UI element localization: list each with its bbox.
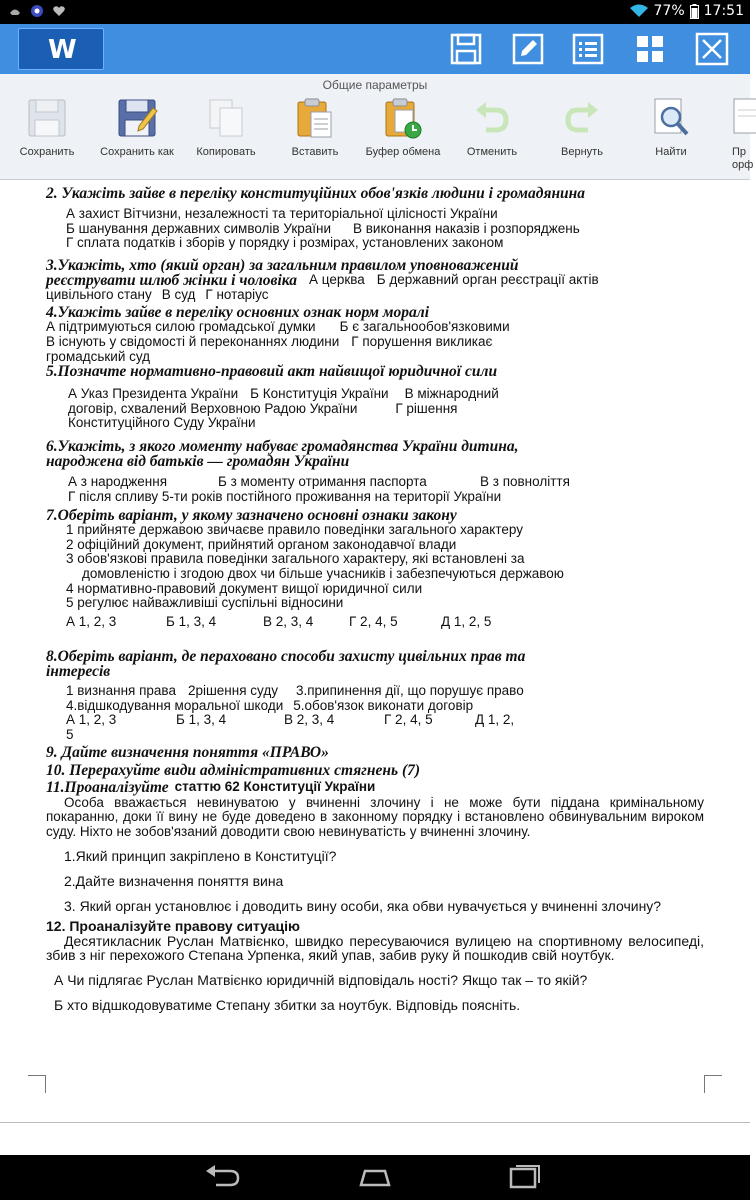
page-separator <box>0 1122 750 1123</box>
ribbon-save-button[interactable]: Сохранить <box>2 96 92 176</box>
status-bar <box>0 0 750 24</box>
q6-option-g: Г після спливу 5-ти років постійного проживання на території України <box>68 488 502 504</box>
q3-option-b: Б державний орган реєстрації актів <box>376 271 599 287</box>
q2-options-row <box>46 222 704 237</box>
q4-line-2 <box>46 335 704 350</box>
q3-option-g: Г нотаріус <box>205 286 269 302</box>
q12-question-a: А Чи підлягає Руслан Матвієнко юридичній відповідаль ності? Якщо так – то якій? <box>54 972 588 988</box>
ribbon-spellcheck-button[interactable]: Пр орф <box>716 96 756 176</box>
q6-option-v: В з повноліття <box>480 473 570 489</box>
clipboard-icon <box>381 96 425 140</box>
q7-item-4: 4 нормативно-правовий документ вищої юридичної сили <box>66 580 423 596</box>
ribbon-toolbar <box>0 74 754 180</box>
question-3: 3.Укажіть, хто (який орган) за загальним правилом уповноважений <box>46 256 519 274</box>
page-corner-left <box>28 1075 46 1093</box>
q4-option-g: Г порушення викликає <box>351 333 493 349</box>
q5-option-a: А Указ Президента України <box>68 386 239 402</box>
edit-icon[interactable] <box>510 32 546 66</box>
save-toolbar-icon[interactable] <box>448 32 484 66</box>
q7-item-1: 1 прийняте державою звичаєве правило поведінки загального характеру <box>66 522 523 538</box>
question-11: 11.Проаналізуйте статтю 62 Конституції України <box>46 778 376 796</box>
question-12: 12. Проаналізуйте правову ситуацію <box>46 918 301 935</box>
q3-line-3: цивільного стану В суд Г нотаріус <box>46 286 269 302</box>
ribbon-find-button[interactable]: Найти <box>626 96 716 176</box>
q8-line-2: 4.відшкодування моральної шкоди 5.обов'язок виконати договір <box>66 697 474 713</box>
q7-item-3: 3 обов'язкові правила поведінки загального характеру, які встановлені за <box>66 551 525 567</box>
question-7: 7.Оберіть варіант, у якому зазначено основні ознаки закону <box>46 507 457 525</box>
q4-option-v: В існують у свідомості й переконаннях людини <box>46 333 340 349</box>
q11-sub-3: 3. Який орган установлює і доводить вину особи, яка обви нувачується у вчиненні злочину? <box>64 897 662 914</box>
q5-line-1 <box>46 387 704 402</box>
q7-answers: А 1, 2, 3 Б 1, 3, 4 В 2, 3, 4 Г 2, 4, 5 Д 1, 2, 5 <box>66 613 492 629</box>
q2-option-b: Б шанування державних символів України <box>66 220 331 236</box>
clock: 17:51 <box>703 3 744 19</box>
q7-item-5: 5 регулює найважливіші суспільні відносини <box>66 595 344 611</box>
q6-option-b: Б з моменту отримання паспорта <box>218 473 427 489</box>
question-5: 5.Позначте нормативно-правовий акт найвищої юридичної сили <box>46 363 498 381</box>
question-8: 8.Оберіть варіант, де пераховано способи захисту цивільних прав та <box>46 648 526 666</box>
q4-line-1 <box>46 320 704 335</box>
save-as-icon <box>115 96 159 140</box>
q7-item-2: 2 офіційний документ, прийнятий органом законодавчої влади <box>66 536 457 552</box>
q5-option-v: В міжнародний <box>404 386 499 402</box>
battery-icon <box>690 4 699 19</box>
q11-paragraph: Особа вважається невинуватою у вчиненні злочину і не може бути піддана кримінальному покаранню, доки її вину не буде доведено в законному порядку і встановлено обвинувальним вироком суду. Ніхто не зобов'язаний доводити свою невинуватість у вчиненні злочину. <box>46 794 704 839</box>
q4-option-a: А підтримуються силою громадської думки <box>46 319 316 335</box>
document-content: 2. Укажіть зайве в переліку конституційних обов'язків людини і громадянина А захист Вітчизни, незалежності та територіальної цілісності України Б шанування державних символів України В виконання наказів і розпоряджень Г сплата податків і зборів у порядку і розмірах, установлених законом 3.Укажіть, хто (який орган) за загальним правилом уповноважений реєструвати шлюб жінки і чоловіка А церква Б державний орган реєстрації актів цивільного стану В суд Г нотаріус 4.Укажіть зайве в переліку основних ознак норм моралі А підтримуються силою громадської думки Б є загальнообов'язковими В існують у свідомості й переконаннях людини Г порушення викликає громадський суд 5.Позначте нормативно-правовий акт найвищої юридичної сили А Указ Президента України Б Конституція України В міжнародний договір, схвалений Верховною Радою України Г рішення Конституційного Суду України 6.Укажіть, з якого моменту набуває громадянства України дитина, народжена від батьків — громадян України А з народження Б з моменту отримання паспорта В з повноліття Г після спливу 5-ти років постійного проживання на території України 7.Оберіть варіант, у якому зазначено основні ознаки закону 1 прийняте державою звичаєве правило поведінки загального характеру 2 офіційний документ, прийнятий органом законодавчої влади 3 обов'язкові правила поведінки загального характеру, які встановлені за домовленістю і згодою двох чи більше учасників і забезпечуються державою 4 нормативно-правовий документ вищої юридичної сили 5 регулює найважливіші суспільні відносини А 1, 2, 3 Б 1, 3, 4 В 2, 3, 4 Г 2, 4, 5 Д 1, 2, 5 8.Оберіть варіант, де пераховано способи захисту цивільних прав та інтересів 1 визнання права 2рішення суду 3.припинення дії, що порушує право 4.відшкодування моральної шкоди 5.обов'язок виконати договір А 1, 2, 3 Б 1, 3, 4 В 2, 3, 4 Г 2, 4, 5 Д 1, 2, 5 9. Дайте визначення поняття «ПРАВО» 10. Перерахуйте види адміністративних стягнень (7) 11.Проаналізуйте статтю 62 Конституції України Особа вважається невинуватою у вчиненні злочину і не може бути піддана кримінальному покаранню, доки її вину не буде доведено в законному порядку і встановлено обвинувальним вироком суду. Ніхто не зобов'язаний доводити свою невинуватість у вчиненні злочину. 1.Який принцип закріплено в Конституції? 2.Дайте визначення поняття вина 3. Який орган установлює і доводить вину особи, яка обви нувачується у вчиненні злочину? 12. Проаналізуйте правову ситуацію Десятикласник Руслан Матвієнко, швидко пересуваючися вулицею на спортивному велосипеді, збив з ніг перехожого Степана Урпенка, який упав, забив руку й пошкодив свій ноутбук. А Чи підлягає Руслан Матвієнко юридичній відповідаль ності? Якщо так – то якій? Б хто відшкодовуватиме Степану збитки за ноутбук. Відповідь поясніть. <box>46 185 704 1013</box>
ribbon-save-as-button[interactable]: Сохранить как <box>92 96 182 176</box>
wifi-icon <box>629 4 649 18</box>
close-icon[interactable] <box>694 32 730 66</box>
question-6: 6.Укажіть, з якого моменту набуває громадянства України дитина, <box>46 437 519 455</box>
q4-option-b: Б є загальнообов'язковими <box>339 319 510 335</box>
q12-question-b: Б хто відшкодовуватиме Степану збитки за ноутбук. Відповідь поясніть. <box>54 996 521 1013</box>
page-corner-right <box>704 1075 722 1093</box>
back-icon[interactable] <box>202 1163 242 1191</box>
q5-line-2: договір, схвалений Верховною Радою України Г рішення <box>68 400 458 416</box>
ribbon-paste-button[interactable]: Вставить <box>270 96 360 176</box>
q3-option-v: В суд <box>161 286 196 302</box>
document-view[interactable] <box>0 180 750 1155</box>
battery-percent: 77% <box>653 3 685 19</box>
logo-w-icon: W <box>48 35 77 65</box>
q3-option-a: А церква <box>309 271 365 287</box>
spellcheck-icon <box>716 96 756 140</box>
q6-line-1 <box>46 475 704 490</box>
app-bar <box>0 24 750 74</box>
notification-icon <box>8 4 22 18</box>
redo-icon <box>560 96 604 140</box>
copy-icon <box>204 96 248 140</box>
q2-option-v: В виконання наказів і розпоряджень <box>353 220 580 236</box>
paste-icon <box>293 96 337 140</box>
ribbon-clipboard-button[interactable]: Буфер обмена <box>358 96 448 176</box>
q2-option-g: Г сплата податків і зборів у порядку і розмірах, установлених законом <box>66 235 504 251</box>
q5-option-b: Б Конституція України <box>250 386 389 402</box>
q5-option-g: Г рішення <box>395 400 458 416</box>
grid-view-icon[interactable] <box>632 32 668 66</box>
recent-apps-icon[interactable] <box>505 1163 545 1191</box>
q11-sub-1: 1.Який принцип закріплено в Конституції? <box>64 848 337 865</box>
question-2: 2. Укажіть зайве в переліку конституційних обов'язків людини і громадянина <box>46 185 586 202</box>
ribbon-copy-button[interactable]: Копировать <box>181 96 271 176</box>
undo-icon <box>470 96 514 140</box>
ribbon-redo-button[interactable]: Вернуть <box>537 96 627 176</box>
list-view-icon[interactable] <box>570 32 606 66</box>
q6-option-a: А з народження <box>68 473 168 489</box>
q8-line-1: 1 визнання права 2рішення суду 3.припинення дії, що порушує право <box>66 683 524 699</box>
q2-option-a: А захист Вітчизни, незалежності та територіальної цілісності України <box>66 206 498 221</box>
ribbon-undo-button[interactable]: Отменить <box>447 96 537 176</box>
app-notification-icon <box>30 4 44 18</box>
navigation-bar <box>0 1155 750 1200</box>
ribbon-title: Общие параметры <box>322 78 428 92</box>
question-4: 4.Укажіть зайве в переліку основних ознак норм моралі <box>46 304 430 322</box>
heart-icon <box>52 4 66 18</box>
question-10: 10. Перерахуйте види адміністративних стягнень (7) <box>46 761 421 779</box>
find-icon <box>649 96 693 140</box>
app-logo[interactable] <box>18 28 104 70</box>
q12-paragraph: Десятикласник Руслан Матвієнко, швидко пересуваючися вулицею на спортивному велосипеді, збив з ніг перехожого Степана Урпенка, який упав, забив руку й пошкодив свій ноутбук. <box>46 932 704 964</box>
save-icon <box>25 96 69 140</box>
q11-sub-2: 2.Дайте визначення поняття вина <box>64 873 284 890</box>
question-9: 9. Дайте визначення поняття «ПРАВО» <box>46 743 329 761</box>
q8-answers: А 1, 2, 3 Б 1, 3, 4 В 2, 3, 4 Г 2, 4, 5 Д 1, 2, <box>66 712 515 728</box>
q3-line-2: реєструвати шлюб жінки і чоловіка А церква Б державний орган реєстрації актів <box>46 271 599 289</box>
home-icon[interactable] <box>355 1163 395 1191</box>
